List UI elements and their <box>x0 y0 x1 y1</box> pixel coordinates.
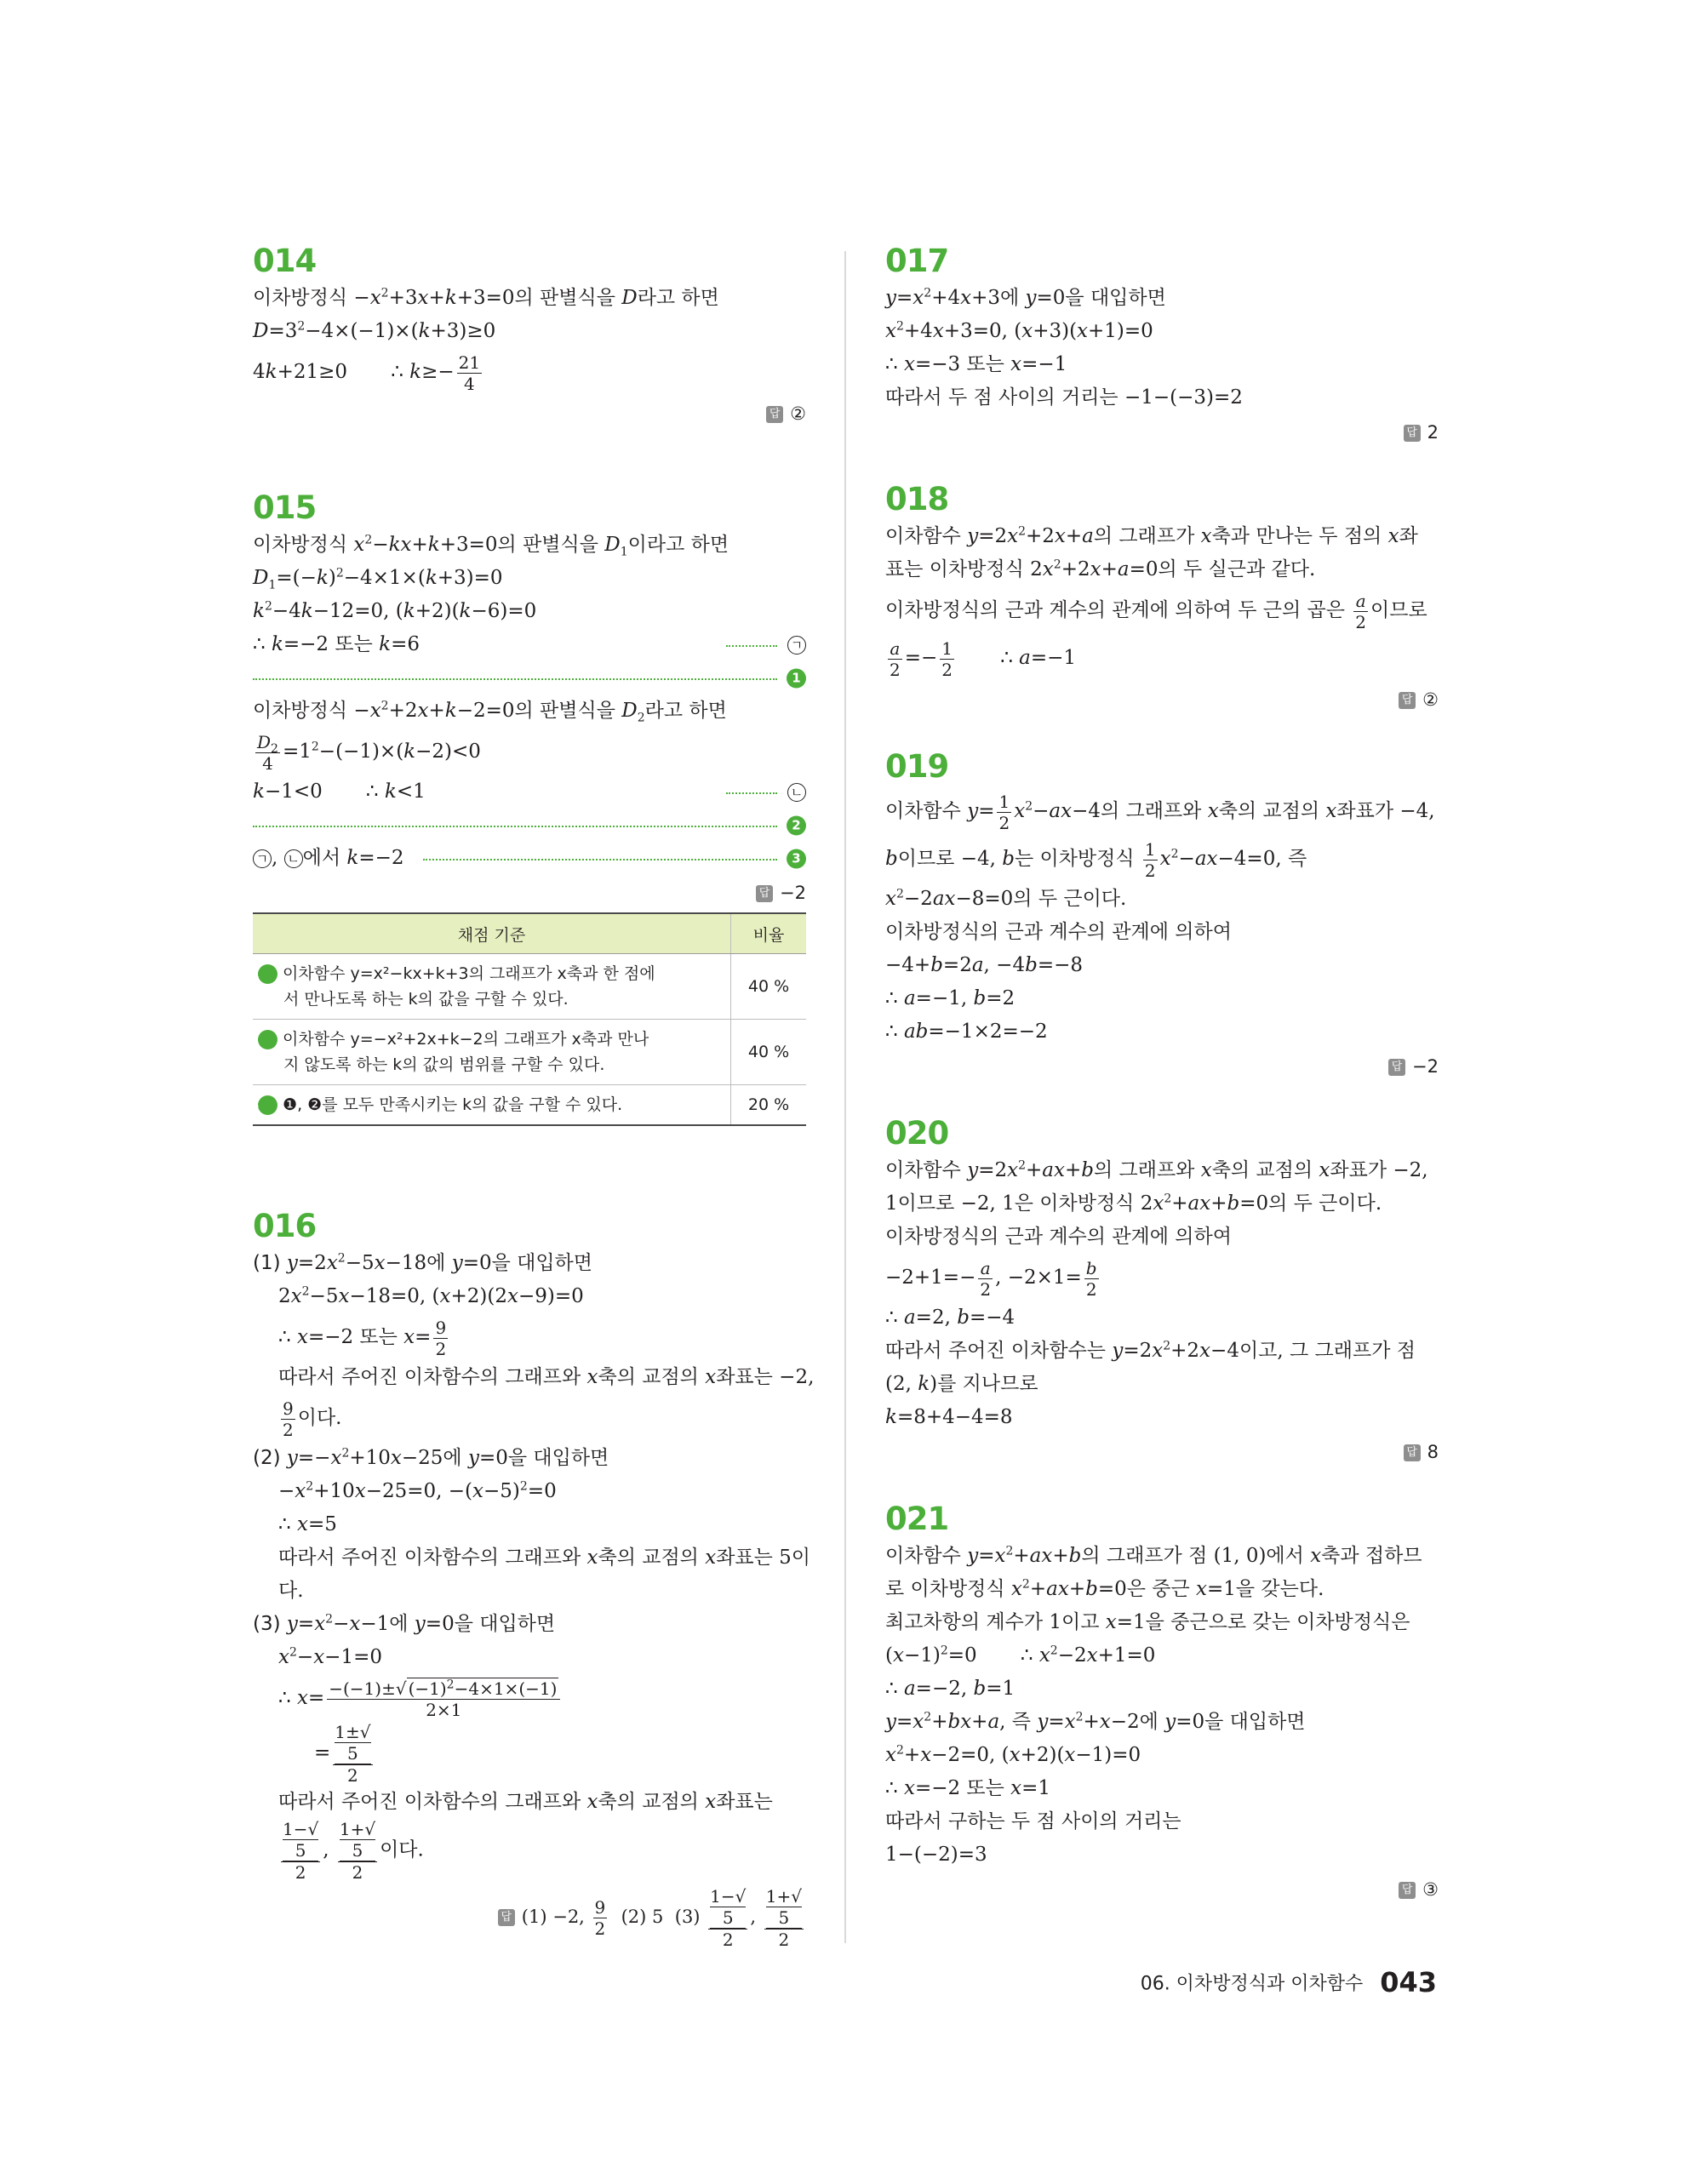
solution-line: = 1±√ 5 2 <box>314 1722 371 1786</box>
solution-line: 표는 이차방정식 $2x^2+2x+a=0$의 두 실근과 같다. <box>885 557 1316 580</box>
answer-label: 답 <box>756 885 773 902</box>
marker-nieun: ㄴ <box>787 783 806 802</box>
solution-line: ∴ a=2, b=−4 <box>885 1306 1015 1329</box>
answer-label: 답 <box>1404 425 1421 442</box>
scoring-table <box>250 912 806 1126</box>
solution-line: ∴ x=−3 또는 x=−1 <box>885 353 1067 375</box>
table-header: 비율 <box>731 913 807 954</box>
solution-line: $\frac{a}{2}$ =− $\frac{1}{2}$ ∴ a=−1 <box>890 637 1077 680</box>
solution-line: 1−√ 5 2 , 1+√ 5 2 이다. <box>283 1819 424 1883</box>
answer <box>885 418 1439 447</box>
solution-line: ㄱ , ㄴ 에서 k=−2 3 <box>253 842 806 875</box>
solution-line: ∴ k=−2 또는 k=6 ㄱ <box>253 628 806 661</box>
problem-number: 016 <box>253 1208 317 1244</box>
answer-value: ③ <box>1422 1879 1439 1900</box>
solution-line: (1) $y=2x^2-5x-18$에 y=0을 대입하면 <box>253 1251 592 1274</box>
table-row <box>253 1020 806 1085</box>
step-divider: 1 <box>253 661 806 695</box>
solution-line: −2+1=− $\frac{a}{2}$ , −2×1= $\frac{b}{2}$ <box>885 1257 1097 1300</box>
step-badge: 2 <box>258 1030 277 1049</box>
solution-line: 이차함수 $y=x^2+ax+b$의 그래프가 점 (1, 0)에서 x축과 접하므 <box>885 1544 1422 1567</box>
solution-line: $D=3^2-4\times(-1)\times(k+3)\ge 0$ <box>253 319 496 342</box>
problem-016 <box>253 1208 815 1950</box>
solution-line: $\frac{9}{2}$ 이다. <box>283 1398 342 1440</box>
answer-label: 답 <box>1399 692 1416 709</box>
table-row <box>253 954 806 1020</box>
answer <box>885 1875 1439 1904</box>
solution-line: ∴ x= $\frac{-(-1)\pm√ (-1)^2-4\times 1\times(-1)}{2\times 1}$ <box>253 1674 806 1722</box>
solution-line: 이차함수 $y=2x^2+ax+b$의 그래프와 x축의 교점의 x좌표가 −2, <box>885 1158 1428 1181</box>
answer-label: 답 <box>766 406 783 423</box>
problem-015 <box>250 489 806 1126</box>
ratio-cell: 40 % <box>731 1020 807 1085</box>
problem-018 <box>885 481 1439 714</box>
criterion-text: 서 만나도록 하는 k의 값을 구할 수 있다. <box>283 990 569 1009</box>
problem-number: 014 <box>253 243 317 279</box>
solution-line: 이차함수 y= $\frac{1}{2}$ $x^2-ax-4$의 그래프와 x축의 교점의 x좌표가 −4, <box>885 791 1435 833</box>
solution-line: $2x^2-5x-18=0$, (x+2)(2x−9)=0 <box>278 1284 584 1307</box>
solution-line: $x^2-x-1=0$ <box>278 1645 382 1668</box>
problem-019 <box>885 748 1439 1081</box>
solution-line: 1−(−2)=3 <box>885 1844 987 1866</box>
solution-line: $x^2+x-2=0$, (x+2)(x−1)=0 <box>885 1743 1141 1766</box>
solution-line: 이차방정식의 근과 계수의 관계에 의하여 두 근의 곱은 $\frac{a}{2}$ 이므로 <box>885 590 1427 632</box>
solution-line: 따라서 주어진 이차함수의 그래프와 x축의 교점의 x좌표는 <box>278 1791 773 1813</box>
answer-value: ② <box>1422 689 1439 710</box>
answer: 답 (1) −2, $\frac{9}{2}$ (2) 5 (3) 1−√ 5 2 , 1+√ 5 2 <box>253 1886 806 1950</box>
answer-label: 답 <box>1388 1059 1405 1076</box>
criterion-text: 지 않도록 하는 k의 값의 범위를 구할 수 있다. <box>283 1055 605 1074</box>
problem-number: 017 <box>885 243 949 279</box>
problem-020 <box>885 1115 1439 1466</box>
solution-line: ∴ x=−2 또는 x= $\frac{9}{2}$ <box>278 1317 447 1359</box>
marker-giyeok: ㄱ <box>787 636 806 655</box>
solution-line: 따라서 구하는 두 점 사이의 거리는 <box>885 1810 1181 1832</box>
solution-line: (3) $y=x^2-x-1$에 y=0을 대입하면 <box>253 1612 556 1635</box>
solution-line: 따라서 주어진 이차함수는 $y=2x^2+2x-4$이고, 그 그래프가 점 <box>885 1339 1416 1362</box>
solution-line: 따라서 주어진 이차함수의 그래프와 x축의 교점의 x좌표는 5이 <box>278 1547 811 1569</box>
problem-017 <box>885 243 1439 447</box>
criterion-text: ❶, ❷를 모두 만족시키는 k의 값을 구할 수 있다. <box>283 1095 623 1114</box>
solution-line: 이차방정식의 근과 계수의 관계에 의하여 <box>885 1226 1232 1248</box>
answer-label: 답 <box>1404 1444 1421 1461</box>
solution-line: (2) $y=-x^2+10x-25$에 y=0을 대입하면 <box>253 1446 609 1469</box>
answer-label: 답 <box>498 1909 515 1926</box>
answer <box>885 685 1439 714</box>
problem-014 <box>253 243 806 428</box>
answer <box>885 1052 1439 1081</box>
solution-line: 이차함수 $y=2x^2+2x+a$의 그래프가 x축과 만나는 두 점의 x좌 <box>885 524 1418 547</box>
solution-line: $x^2+4x+3=0$, (x+3)(x+1)=0 <box>885 319 1153 342</box>
chapter-title: 06. 이차방정식과 이차함수 <box>1140 1973 1364 1995</box>
solution-line: b이므로 −4, b는 이차방정식 $\frac{1}{2}$ $x^2-ax-4=0$, 즉 <box>885 838 1307 881</box>
problem-021 <box>885 1501 1439 1904</box>
solution-line: ∴ ab=−1×2=−2 <box>885 1021 1048 1043</box>
page-number: 043 <box>1380 1966 1437 1998</box>
answer-value: −2 <box>780 883 806 903</box>
solution-line: 최고차항의 계수가 1이고 x=1을 중근으로 갖는 이차방정식은 <box>885 1611 1410 1633</box>
answer-value: ② <box>790 403 806 424</box>
ratio-cell: 20 % <box>731 1085 807 1126</box>
right-column <box>885 243 1439 1904</box>
solution-line: 4k+21≥0 ∴ k≥− $\frac{21}{4}$ <box>253 352 481 394</box>
solution-line: (2, k)를 지나므로 <box>885 1373 1038 1395</box>
problem-number: 019 <box>885 748 949 785</box>
solution-line: $-x^2+10x-25=0$, $-(x-5)^2=0$ <box>278 1479 557 1502</box>
criterion-text: 이차함수 y=x²−kx+k+3의 그래프가 x축과 한 점에 <box>283 964 655 983</box>
answer-value: −2 <box>1412 1056 1439 1077</box>
answer <box>885 1438 1439 1466</box>
solution-line: $k^2-4k-12=0$, (k+2)(k−6)=0 <box>253 599 537 622</box>
step-badge: 1 <box>258 964 277 984</box>
step-badge: 3 <box>258 1095 277 1115</box>
solution-line: ∴ x=5 <box>278 1513 337 1535</box>
problem-number: 021 <box>885 1501 949 1537</box>
answer <box>253 878 806 907</box>
solution-line: 이차방정식 $x^2-kx+k+3=0$의 판별식을 $D_1$이라고 하면 <box>253 533 729 559</box>
solution-line: $\frac{D_2}{4}$ $=1^2-(-1)\times(k-2)<0$ <box>257 731 481 774</box>
solution-line: $y=x^2+bx+a$, 즉 $y=x^2+x-2$에 y=0을 대입하면 <box>885 1710 1306 1733</box>
solution-line: ∴ a=−2, b=1 <box>885 1678 1015 1700</box>
solution-line: −4+b=2a, −4b=−8 <box>885 954 1083 976</box>
answer <box>253 399 806 428</box>
problem-number: 015 <box>253 489 317 526</box>
solution-line: $x^2-2ax-8=0$의 두 근이다. <box>885 887 1127 910</box>
table-row <box>253 1085 806 1126</box>
solution-line: k=8+4−4=8 <box>885 1406 1013 1428</box>
solution-line: ∴ a=−1, b=2 <box>885 987 1015 1009</box>
solution-line: $(x-1)^2=0$ ∴ $x^2-2x+1=0$ <box>885 1644 1156 1667</box>
column-divider <box>844 251 846 1943</box>
problem-number: 018 <box>885 481 949 517</box>
answer-label: 답 <box>1399 1882 1416 1899</box>
solution-line: 따라서 두 점 사이의 거리는 −1−(−3)=2 <box>885 386 1243 409</box>
problem-number: 020 <box>885 1115 949 1152</box>
solution-line: 따라서 주어진 이차함수의 그래프와 x축의 교점의 x좌표는 −2, <box>278 1366 815 1388</box>
criterion-text: 이차함수 y=−x²+2x+k−2의 그래프가 x축과 만나 <box>283 1030 649 1049</box>
table-header: 채점 기준 <box>253 913 731 954</box>
answer-value: 2 <box>1427 422 1439 443</box>
solution-line: ∴ x=−2 또는 x=1 <box>885 1777 1051 1799</box>
solution-line: $D_1=(-k)^2-4\times 1\times(k+3)=0$ <box>253 566 503 592</box>
solution-line: 다. <box>278 1580 304 1602</box>
step-divider: 2 <box>253 809 806 842</box>
solution-line: k−1<0 ∴ k<1 ㄴ <box>253 775 806 809</box>
solution-line: $y=x^2+4x+3$에 y=0을 대입하면 <box>885 286 1166 309</box>
solution-line: 로 이차방정식 $x^2+ax+b=0$은 중근 x=1을 갖는다. <box>885 1577 1324 1600</box>
answer-value: 8 <box>1427 1442 1439 1462</box>
left-column <box>250 243 815 1950</box>
solution-line: 이차방정식의 근과 계수의 관계에 의하여 <box>885 921 1232 943</box>
solution-line: 1이므로 −2, 1은 이차방정식 $2x^2+ax+b=0$의 두 근이다. <box>885 1192 1382 1215</box>
solution-line: 이차방정식 $-x^2+2x+k-2=0$의 판별식을 $D_2$라고 하면 <box>253 699 727 725</box>
solution-line: 이차방정식 $-x^2+3x+k+3=0$의 판별식을 D라고 하면 <box>253 286 719 309</box>
ratio-cell: 40 % <box>731 954 807 1020</box>
page-footer <box>1141 1966 1437 1998</box>
